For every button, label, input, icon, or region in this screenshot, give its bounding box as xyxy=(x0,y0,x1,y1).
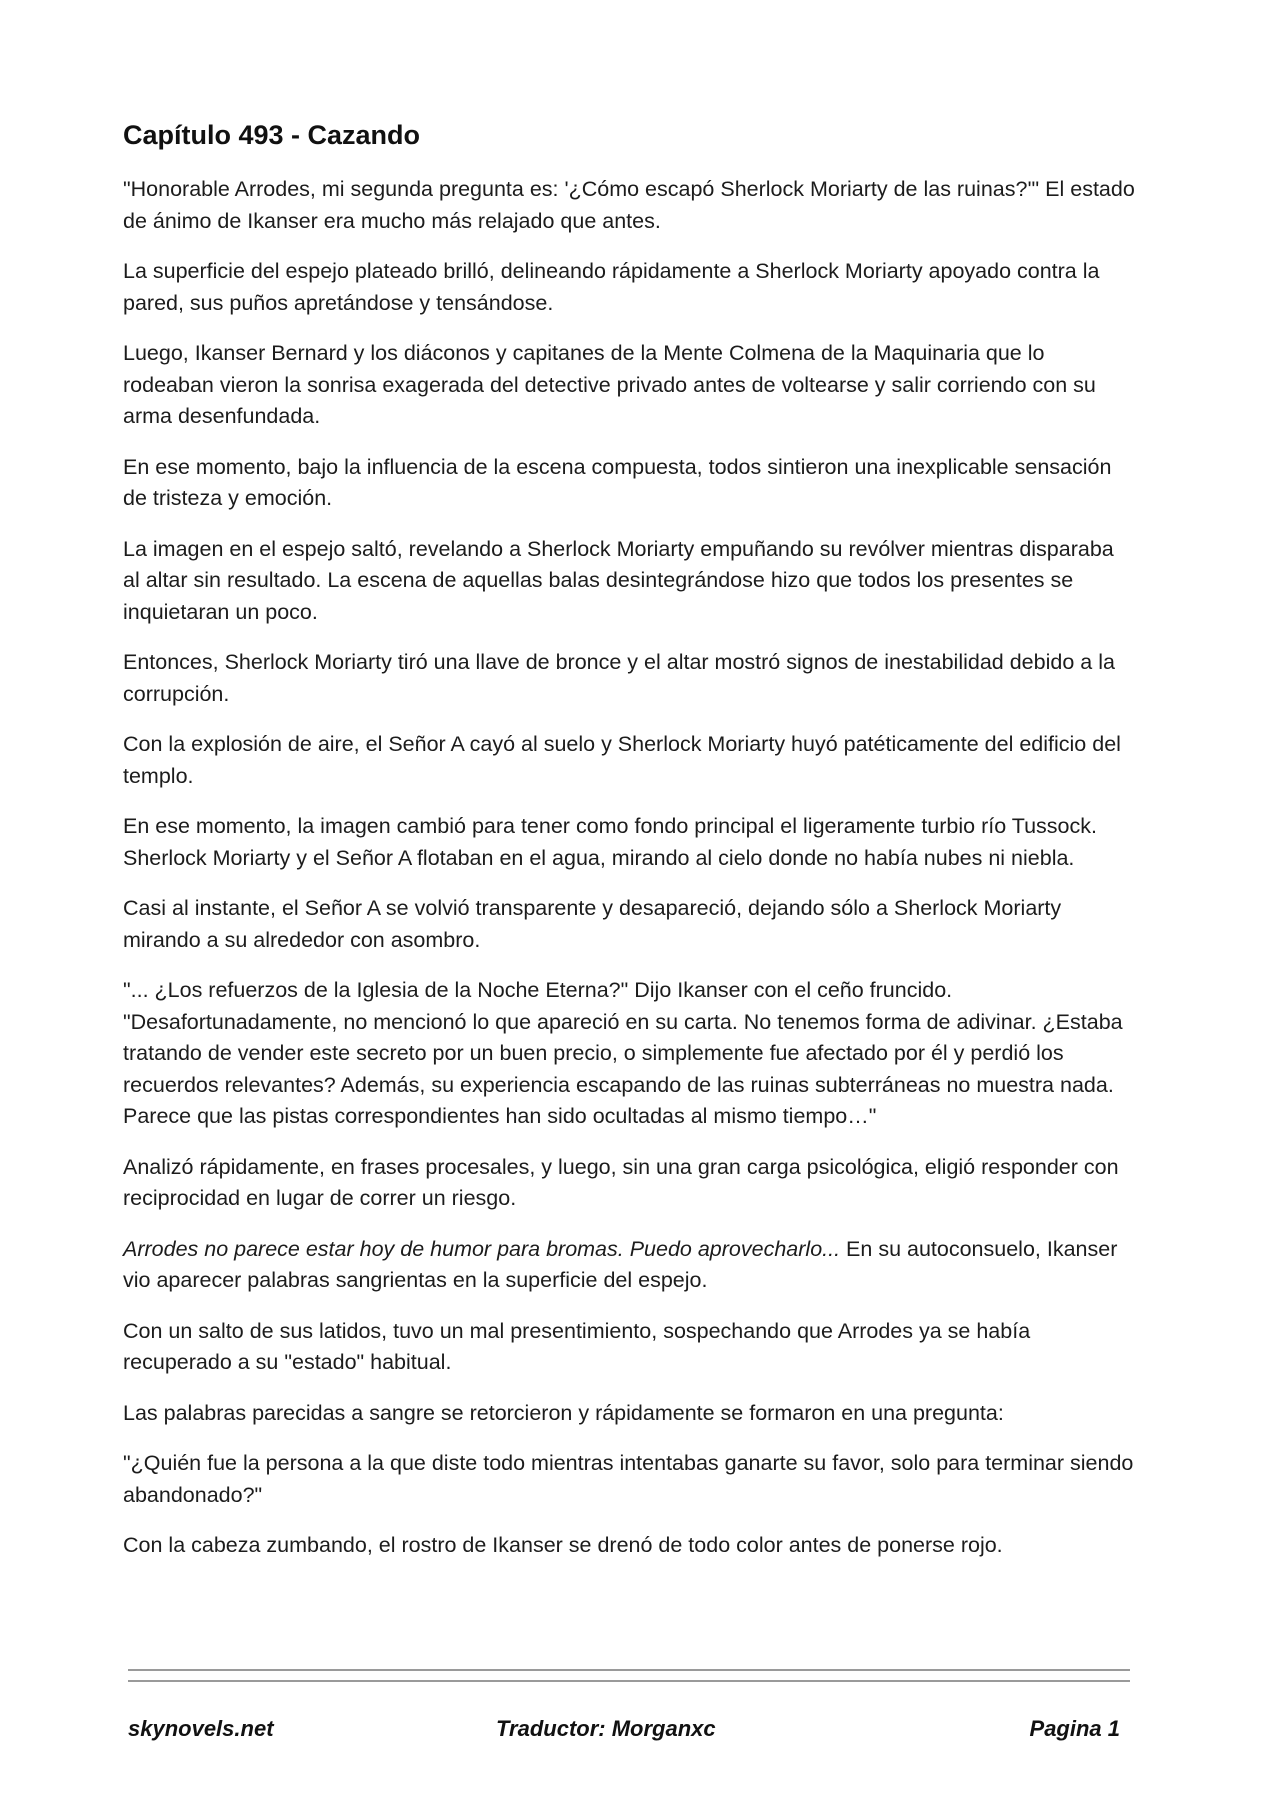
paragraph-text: "... ¿Los refuerzos de la Iglesia de la Noche Eterna?" Dijo Ikanser con el ceño fruncido. "Desafortunadamente, no mencionó lo que apareció en su carta. No tenemos forma de adivinar. ¿Estaba tratando de vender este secreto por un buen precio, o simplemente fue afectado por él y perdió los recuerdos relevantes? Además, su experiencia escapando de las ruinas subterráneas no muestra nada. Parece que las pistas correspondientes han sido ocultadas al mismo tiempo…" xyxy=(123,978,1123,1128)
paragraph-text: Con la cabeza zumbando, el rostro de Ikanser se drenó de todo color antes de ponerse rojo. xyxy=(123,1533,1003,1557)
paragraph-text: Casi al instante, el Señor A se volvió transparente y desapareció, dejando sólo a Sherlock Moriarty mirando a su alrededor con asombro. xyxy=(123,896,1062,952)
paragraph-5 xyxy=(123,534,1135,629)
paragraph-1 xyxy=(123,174,1135,237)
paragraph-2 xyxy=(123,256,1135,319)
paragraph-text: Con la explosión de aire, el Señor A cayó al suelo y Sherlock Moriarty huyó patéticamente del edificio del templo. xyxy=(123,732,1121,788)
paragraph-italic-text: Arrodes no parece estar hoy de humor para bromas. Puedo aprovecharlo... xyxy=(123,1236,841,1261)
paragraph-text: En ese momento, la imagen cambió para tener como fondo principal el ligeramente turbio río Tussock. Sherlock Moriarty y el Señor A flotaban en el agua, mirando al cielo donde no había nubes ni niebla. xyxy=(123,814,1097,870)
paragraph-12 xyxy=(123,1234,1135,1297)
footer-divider xyxy=(128,1669,1130,1682)
paragraph-6 xyxy=(123,647,1135,710)
paragraph-10 xyxy=(123,975,1135,1133)
paragraph-13 xyxy=(123,1316,1135,1379)
paragraph-text: En su autoconsuelo, Ikanser vio aparecer palabras sangrientas en la superficie del espejo. xyxy=(123,1236,1118,1292)
paragraph-16 xyxy=(123,1530,1135,1562)
paragraph-11 xyxy=(123,1152,1135,1215)
paragraph-text: Entonces, Sherlock Moriarty tiró una llave de bronce y el altar mostró signos de inestabilidad debido a la corrupción. xyxy=(123,650,1115,706)
divider-line xyxy=(128,1669,1130,1671)
paragraph-3 xyxy=(123,338,1135,433)
paragraph-8 xyxy=(123,811,1135,874)
paragraph-14 xyxy=(123,1398,1135,1430)
chapter-title: Capítulo 493 - Cazando xyxy=(123,120,421,150)
paragraph-text: La superficie del espejo plateado brilló, delineando rápidamente a Sherlock Moriarty apoyado contra la pared, sus puños apretándose y tensándose. xyxy=(123,259,1100,315)
page-footer xyxy=(128,1712,1130,1746)
paragraph-text: Las palabras parecidas a sangre se retorcieron y rápidamente se formaron en una pregunta: xyxy=(123,1400,1004,1425)
paragraph-7 xyxy=(123,729,1135,792)
footer-site: skynovels.net xyxy=(128,1716,274,1741)
paragraph-text: "Honorable Arrodes, mi segunda pregunta es: '¿Cómo escapó Sherlock Moriarty de las ruinas?'" El estado de ánimo de Ikanser era mucho más relajado que antes. xyxy=(123,177,1135,233)
document-page xyxy=(123,118,1135,1581)
footer-translator: Traductor: Morganxc xyxy=(496,1716,716,1741)
paragraph-text: La imagen en el espejo saltó, revelando a Sherlock Moriarty empuñando su revólver mientras disparaba al altar sin resultado. La escena de aquellas balas desintegrándose hizo que todos los presentes se inquietaran un poco. xyxy=(123,536,1114,624)
footer-page-number: Pagina 1 xyxy=(1029,1716,1120,1741)
paragraph-text: "¿Quién fue la persona a la que diste todo mientras intentabas ganarte su favor, solo para terminar siendo abandonado?" xyxy=(123,1451,1134,1507)
paragraph-15 xyxy=(123,1448,1135,1511)
paragraph-9 xyxy=(123,893,1135,956)
paragraph-text: Con un salto de sus latidos, tuvo un mal presentimiento, sospechando que Arrodes ya se había recuperado a su "estado" habitual. xyxy=(123,1318,1031,1374)
paragraph-4 xyxy=(123,452,1135,515)
paragraph-text: Analizó rápidamente, en frases procesales, y luego, sin una gran carga psicológica, eligió responder con reciprocidad en lugar de correr un riesgo. xyxy=(123,1154,1119,1210)
paragraph-text: Luego, Ikanser Bernard y los diáconos y capitanes de la Mente Colmena de la Maquinaria que lo rodeaban vieron la sonrisa exagerada del detective privado antes de voltearse y salir corriendo con su arma desenfundada. xyxy=(123,341,1096,428)
paragraph-text: En ese momento, bajo la influencia de la escena compuesta, todos sintieron una inexplicable sensación de tristeza y emoción. xyxy=(123,454,1112,510)
divider-line xyxy=(128,1680,1130,1682)
